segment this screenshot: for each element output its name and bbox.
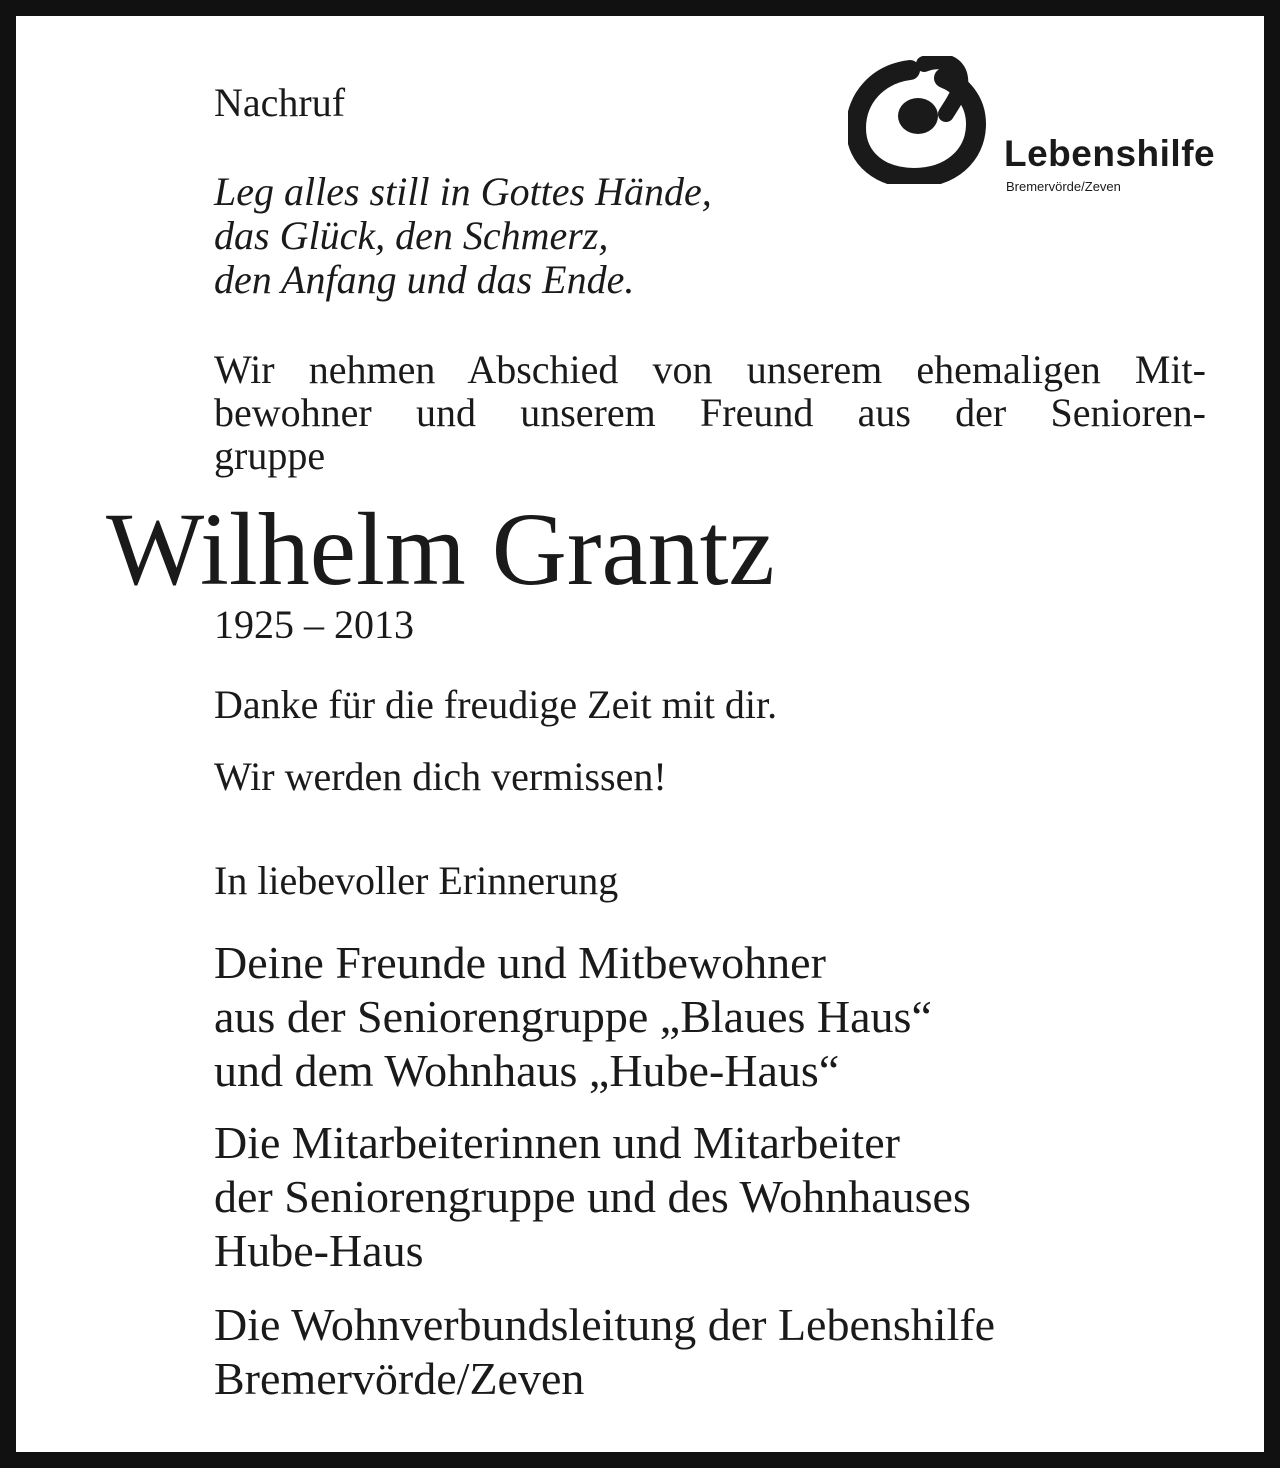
verse-line: das Glück, den Schmerz, xyxy=(214,213,609,258)
deceased-name: Wilhelm Grantz xyxy=(106,492,775,607)
intro-line: bewohner und unserem Freund aus der Senioren- xyxy=(214,390,1206,435)
logo-subtitle: Bremervörde/Zeven xyxy=(1006,179,1121,194)
life-dates: 1925 – 2013 xyxy=(214,602,414,647)
miss-text: Wir werden dich vermissen! xyxy=(214,754,667,799)
signatory-line: der Seniorengruppe und des Wohnhauses xyxy=(214,1171,971,1222)
verse-line: den Anfang und das Ende. xyxy=(214,257,635,302)
verse xyxy=(214,170,712,302)
signatory-friends xyxy=(214,936,932,1098)
signatory-management xyxy=(214,1298,995,1406)
intro-paragraph xyxy=(214,348,1206,477)
verse-line: Leg alles still in Gottes Hände, xyxy=(214,169,712,214)
signatory-line: Die Wohnverbundsleitung der Lebenshilfe xyxy=(214,1299,996,1350)
signatory-staff xyxy=(214,1116,971,1278)
intro-line: gruppe xyxy=(214,433,326,478)
notice-heading: Nachruf xyxy=(214,80,346,125)
signatory-line: Die Mitarbeiterinnen und Mitarbeiter xyxy=(214,1117,900,1168)
signatory-line: und dem Wohnhaus „Hube-Haus“ xyxy=(214,1045,840,1096)
logo-name: Lebenshilfe xyxy=(1004,133,1216,174)
lebenshilfe-logo xyxy=(848,56,1238,194)
memory-text: In liebevoller Erinnerung xyxy=(214,858,619,903)
thanks-text: Danke für die freudige Zeit mit dir. xyxy=(214,682,778,727)
intro-line: Wir nehmen Abschied von unserem ehemaligen Mit- xyxy=(214,347,1206,392)
signatory-line: Hube-Haus xyxy=(214,1225,424,1276)
signatory-line: Deine Freunde und Mitbewohner xyxy=(214,937,826,988)
signatory-line: aus der Seniorengruppe „Blaues Haus“ xyxy=(214,991,932,1042)
signatory-line: Bremervörde/Zeven xyxy=(214,1353,585,1404)
lebenshilfe-logo-icon xyxy=(848,56,998,184)
